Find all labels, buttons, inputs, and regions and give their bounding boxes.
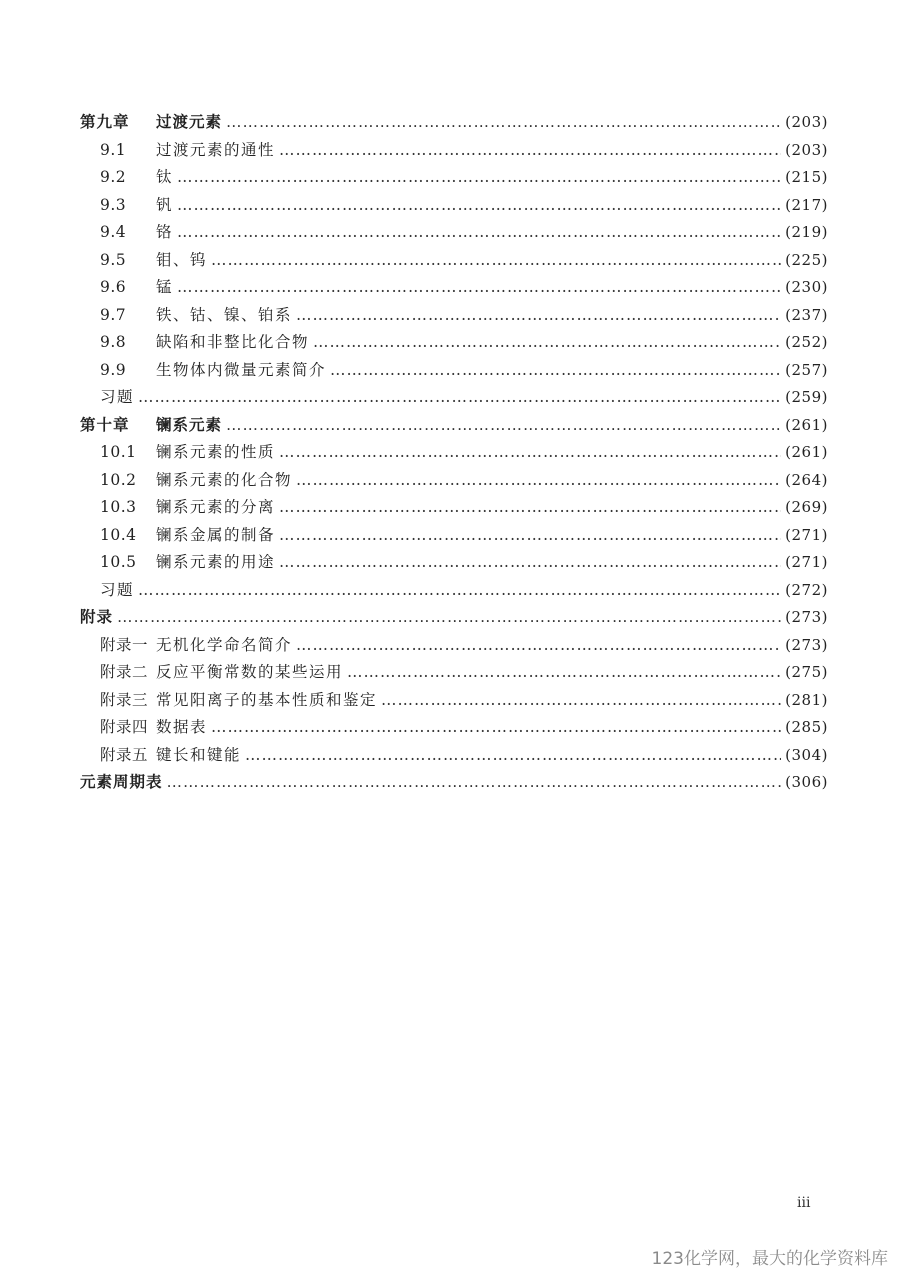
toc-section-entry <box>80 439 828 467</box>
toc-entry-title: 生物体内微量元素简介 <box>156 360 327 379</box>
toc-entry-number: 9.8 <box>100 333 127 351</box>
toc-entry-page: (271) <box>785 553 828 571</box>
dot-leader <box>279 494 781 522</box>
toc-entry-page: (272) <box>785 580 828 599</box>
toc-section-entry <box>80 494 828 522</box>
toc-entry-number: 9.2 <box>100 168 127 186</box>
toc-entry-page: (269) <box>785 498 828 516</box>
toc-entry-page: (304) <box>785 745 828 764</box>
toc-entry-title: 镧系金属的制备 <box>156 525 276 544</box>
dot-leader <box>177 164 781 192</box>
dot-leader <box>138 577 781 605</box>
toc-entry-title: 钼、钨 <box>156 250 208 269</box>
toc-entry-page: (261) <box>785 443 828 461</box>
toc-entry-page: (225) <box>785 250 828 269</box>
toc-entry-page: (252) <box>785 333 828 351</box>
toc-section-entry <box>80 357 828 385</box>
toc-entry-number: 9.3 <box>100 195 127 214</box>
toc-entry-title: 镧系元素的用途 <box>156 553 276 571</box>
toc-entry-number: 10.1 <box>100 443 137 461</box>
toc-section-entry <box>80 192 828 220</box>
toc-chapter-entry <box>80 769 828 797</box>
toc-entry-title: 反应平衡常数的某些运用 <box>156 663 344 681</box>
toc-entry-page: (281) <box>785 690 828 709</box>
toc-entry-title: 键长和键能 <box>156 745 242 764</box>
toc-section-entry <box>80 219 828 247</box>
toc-entry-number: 附录三 <box>100 690 149 709</box>
toc-section-entry <box>80 247 828 275</box>
dot-leader <box>296 632 781 660</box>
toc-entry-number: 第九章 <box>80 113 130 131</box>
dot-leader <box>313 329 781 357</box>
watermark-text: 123化学网，最大的化学资料库 <box>651 1249 888 1269</box>
dot-leader <box>296 302 781 330</box>
toc-entry-number: 9.5 <box>100 250 127 269</box>
toc-entry-title: 锰 <box>156 278 174 296</box>
toc-entry-title: 无机化学命名简介 <box>156 635 293 654</box>
toc-entry-page: (261) <box>785 415 828 434</box>
toc-section-entry <box>80 659 828 687</box>
toc-entry-title: 过渡元素的通性 <box>156 140 276 159</box>
toc-entry-number: 9.1 <box>100 140 127 159</box>
dot-leader <box>330 357 781 385</box>
toc-exercise-entry <box>80 384 828 412</box>
toc-entry-title: 过渡元素 <box>156 113 223 131</box>
toc-entry-number: 10.3 <box>100 498 137 516</box>
toc-chapter-entry <box>80 412 828 440</box>
dot-leader <box>177 274 781 302</box>
page-number: iii <box>797 1195 811 1211</box>
toc-entry-title: 附录 <box>80 608 114 626</box>
dot-leader <box>279 522 781 550</box>
toc-entry-title: 镧系元素的分离 <box>156 498 276 516</box>
toc-entry-title: 镧系元素的性质 <box>156 443 276 461</box>
toc-entry-page: (285) <box>785 718 828 736</box>
dot-leader <box>347 659 781 687</box>
toc-chapter-entry <box>80 109 828 137</box>
toc-entry-page: (203) <box>785 113 828 131</box>
toc-section-entry <box>80 522 828 550</box>
dot-leader <box>381 687 781 715</box>
toc-entry-title: 缺陷和非整比化合物 <box>156 333 310 351</box>
toc-entry-title: 铁、钴、镍、铂系 <box>156 305 293 324</box>
toc-entry-number: 附录五 <box>100 745 149 764</box>
toc-entry-title: 钒 <box>156 195 174 214</box>
dot-leader <box>167 769 782 797</box>
toc-entry-page: (275) <box>785 663 828 681</box>
toc-entry-title: 常见阳离子的基本性质和鉴定 <box>156 690 378 709</box>
toc-entry-page: (217) <box>785 195 828 214</box>
toc-section-entry <box>80 549 828 577</box>
toc-entry-number: 9.4 <box>100 223 127 241</box>
toc-entry-page: (271) <box>785 525 828 544</box>
dot-leader <box>226 109 781 137</box>
toc-entry-page: (306) <box>785 773 828 791</box>
toc-entry-page: (215) <box>785 168 828 186</box>
toc-exercise-entry <box>80 577 828 605</box>
toc-entry-number: 10.2 <box>100 470 137 489</box>
toc-entry-number: 10.4 <box>100 525 137 544</box>
toc-section-entry <box>80 742 828 770</box>
toc-entry-number: 附录二 <box>100 663 149 681</box>
toc-entry-page: (203) <box>785 140 828 159</box>
toc-entry-title: 习题 <box>100 580 135 599</box>
dot-leader <box>177 192 781 220</box>
toc-entry-number: 第十章 <box>80 415 130 434</box>
toc-entry-number: 9.9 <box>100 360 127 379</box>
toc-entry-page: (257) <box>785 360 828 379</box>
dot-leader <box>177 219 781 247</box>
toc-entry-page: (237) <box>785 305 828 324</box>
dot-leader <box>226 412 781 440</box>
dot-leader <box>279 439 781 467</box>
toc-section-entry <box>80 687 828 715</box>
toc-chapter-entry <box>80 604 828 632</box>
toc-section-entry <box>80 329 828 357</box>
toc-entry-title: 习题 <box>100 388 135 406</box>
toc-entry-page: (259) <box>785 388 828 406</box>
dot-leader <box>211 714 781 742</box>
toc-section-entry <box>80 274 828 302</box>
toc-entry-title: 数据表 <box>156 718 208 736</box>
toc-entry-page: (273) <box>785 608 828 626</box>
toc-entry-page: (264) <box>785 470 828 489</box>
dot-leader <box>245 742 781 770</box>
toc-section-entry <box>80 714 828 742</box>
dot-leader <box>138 384 781 412</box>
toc-entry-title: 元素周期表 <box>80 773 163 791</box>
toc-entry-title: 镧系元素的化合物 <box>156 470 293 489</box>
toc-entry-number: 9.7 <box>100 305 127 324</box>
toc-section-entry <box>80 164 828 192</box>
toc-entry-page: (230) <box>785 278 828 296</box>
toc-section-entry <box>80 302 828 330</box>
toc-entry-title: 钛 <box>156 168 174 186</box>
toc-entry-number: 9.6 <box>100 278 127 296</box>
toc-entry-page: (219) <box>785 223 828 241</box>
table-of-contents <box>80 109 828 797</box>
toc-entry-title: 镧系元素 <box>156 415 223 434</box>
dot-leader <box>117 604 781 632</box>
toc-section-entry <box>80 137 828 165</box>
dot-leader <box>211 247 781 275</box>
dot-leader <box>279 549 781 577</box>
dot-leader <box>296 467 781 495</box>
dot-leader <box>279 137 781 165</box>
toc-entry-number: 附录四 <box>100 718 149 736</box>
toc-entry-number: 10.5 <box>100 553 137 571</box>
toc-section-entry <box>80 632 828 660</box>
toc-section-entry <box>80 467 828 495</box>
toc-entry-title: 铬 <box>156 223 174 241</box>
toc-entry-page: (273) <box>785 635 828 654</box>
toc-entry-number: 附录一 <box>100 635 149 654</box>
